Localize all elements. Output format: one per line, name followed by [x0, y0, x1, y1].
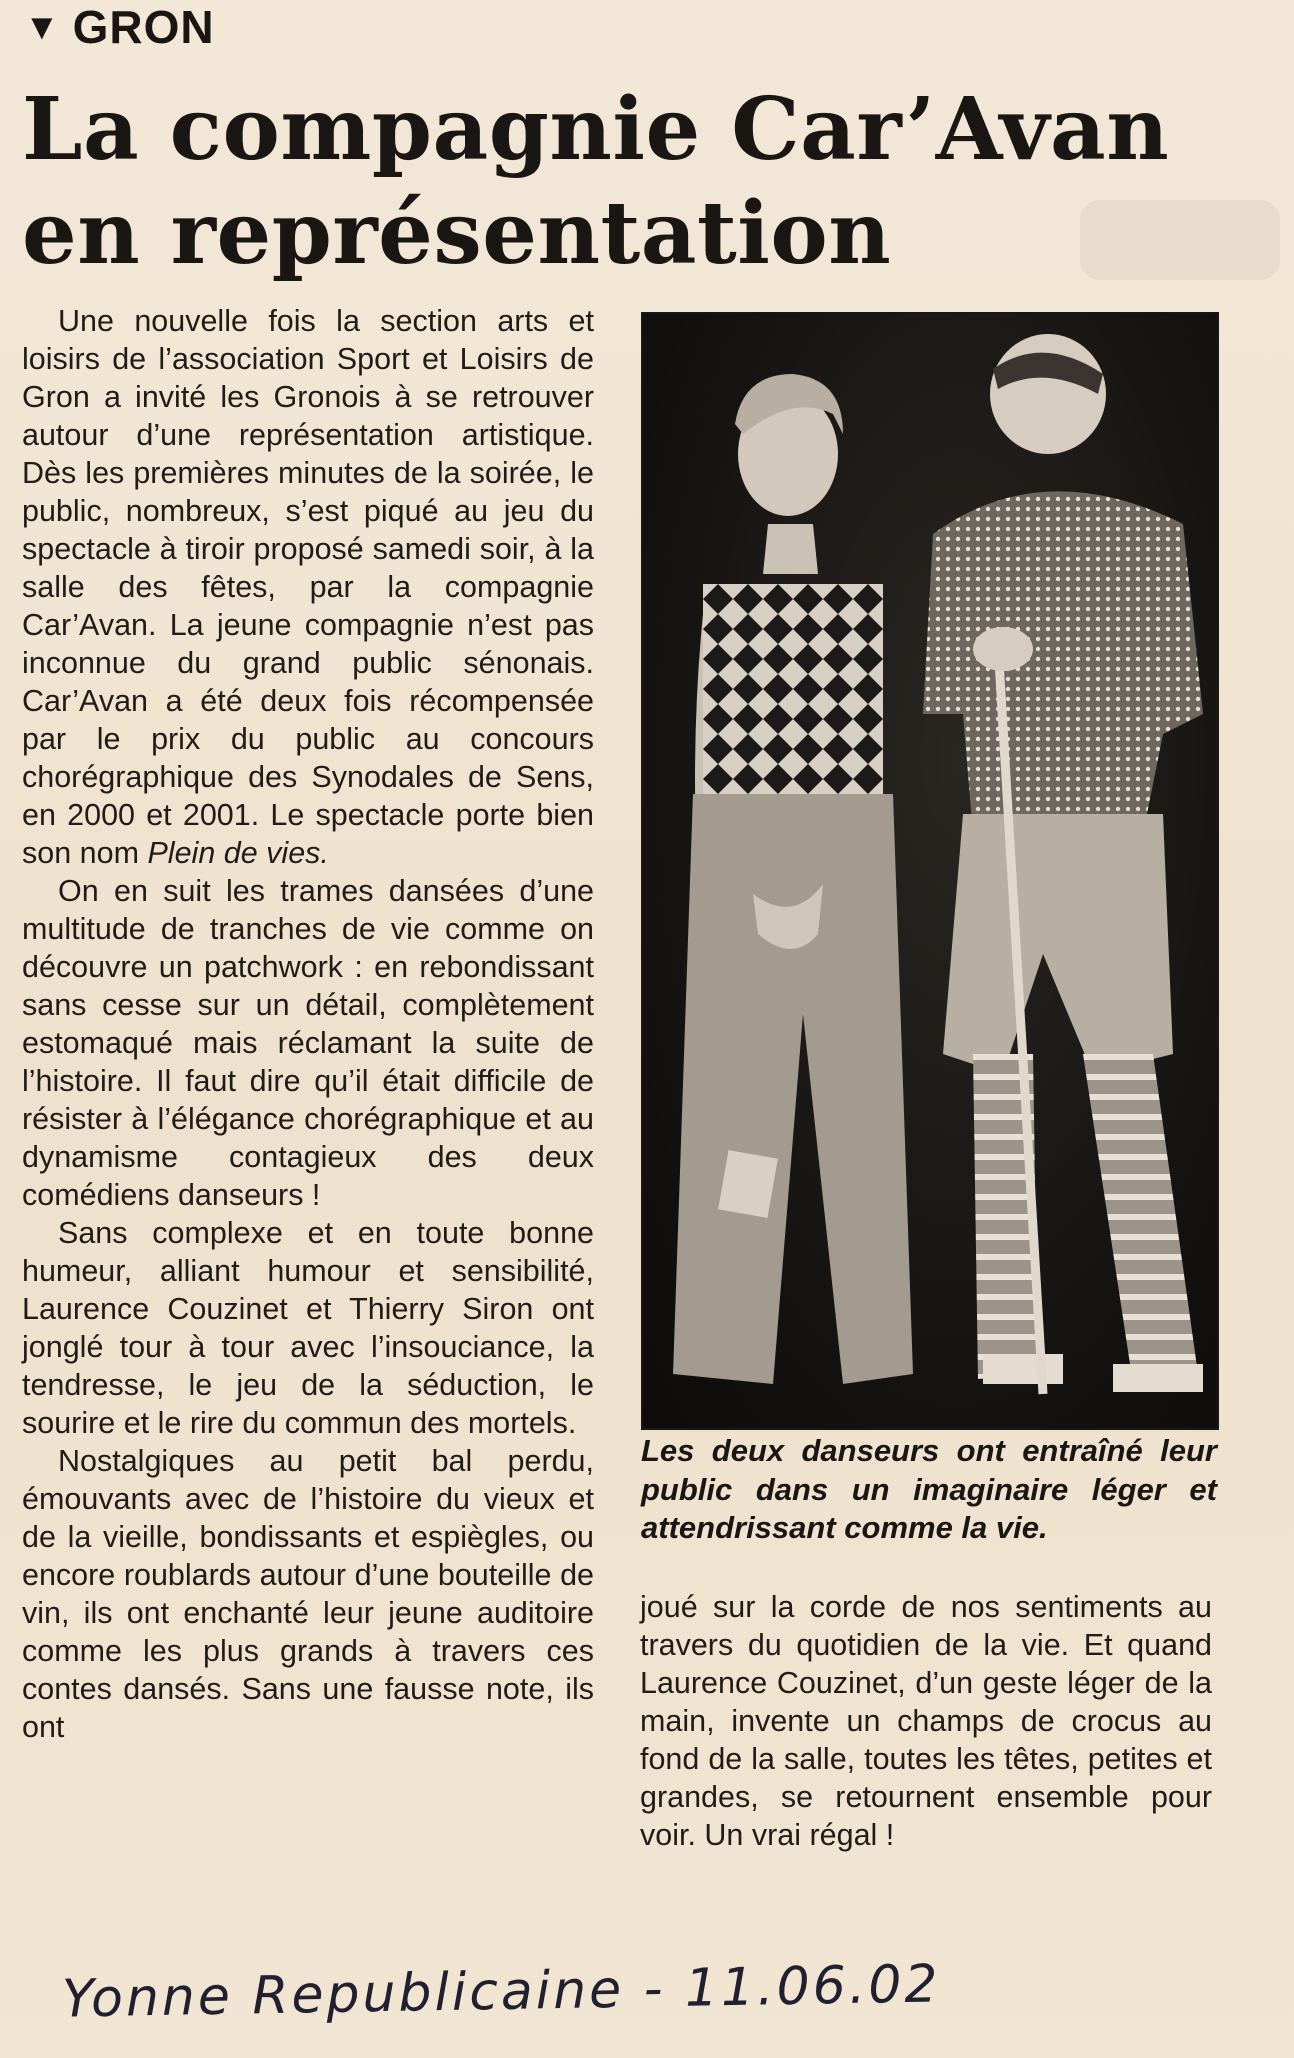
paragraph-5: joué sur la corde de nos sentiments au travers du quotidien de la vie. Et quand Laurence Couzinet, d’un geste léger de la main, invente un champs de crocus au fond de la salle, toutes les têtes, petites et grandes, se retournent ensemble pour voir. Un vrai régal !: [640, 1590, 1212, 1852]
article-column-left: [22, 302, 594, 1746]
paragraph-2: On en suit les trames dansées d’une multitude de tranches de vie comme on découvre un patchwork : en rebondissant sans cesse sur un détail, complètement estomaqué mais réclamant la suite de l’histoire. Il faut dire qu’il était difficile de résister à l’élégance chorégraphique et au dynamisme contagieux des deux comédiens danseurs !: [22, 874, 594, 1212]
headline-line-2: en représentation: [22, 183, 892, 284]
section-name: GRON: [72, 1, 215, 53]
triangle-down-icon: ▼: [24, 6, 61, 47]
article-column-right: [640, 1588, 1212, 1854]
paragraph-3: Sans complexe et en toute bonne humeur, alliant humour et sensibilité, Laurence Couzinet et Thierry Siron ont jonglé tour à tour avec l’insouciance, la tendresse, le jeu de la séduction, le sourire et le rire du commun des mortels.: [22, 1216, 594, 1440]
male-dancer-figure: [923, 334, 1203, 1394]
female-dancer-figure: [673, 374, 913, 1384]
section-label: [24, 0, 215, 54]
show-title: Plein de vies.: [147, 836, 329, 870]
handwritten-source-note: Yonne Republicaine - 11.06.02: [61, 1954, 941, 2030]
photo-caption: Les deux danseurs ont entraîné leur public dans un imaginaire léger et attendrissant comme la vie.: [641, 1433, 1217, 1545]
article-headline: [22, 78, 1222, 286]
paragraph-1-text: Une nouvelle fois la section arts et loisirs de l’association Sport et Loisirs de Gron a invité les Gronois à se retrouver autour d’une représentation artistique. Dès les premières minutes de la soirée, le public, nombreux, s’est piqué au jeu du spectacle à tiroir proposé samedi soir, à la salle des fêtes, par la compagnie Car’Avan. La jeune compagnie n’est pas inconnue du grand public sénonais. Car’Avan a été deux fois récompensée par le prix du public au concours chorégraphique des Synodales de Sens, en 2000 et 2001. Le spectacle porte bien son nom: [22, 304, 594, 870]
dancers-photo: [641, 312, 1219, 1430]
paragraph-1: [22, 302, 594, 872]
paragraph-4: Nostalgiques au petit bal perdu, émouvants avec de l’histoire du vieux et de la vieille, bondissants et espiègles, ou encore roublards autour d’une bouteille de vin, ils ont enchanté leur jeune auditoire comme les plus grands à travers ces contes dansés. Sans une fausse note, ils ont: [22, 1444, 594, 1744]
dancers-illustration: [643, 314, 1217, 1428]
headline-line-1: La compagnie Car’Avan: [22, 79, 1170, 180]
